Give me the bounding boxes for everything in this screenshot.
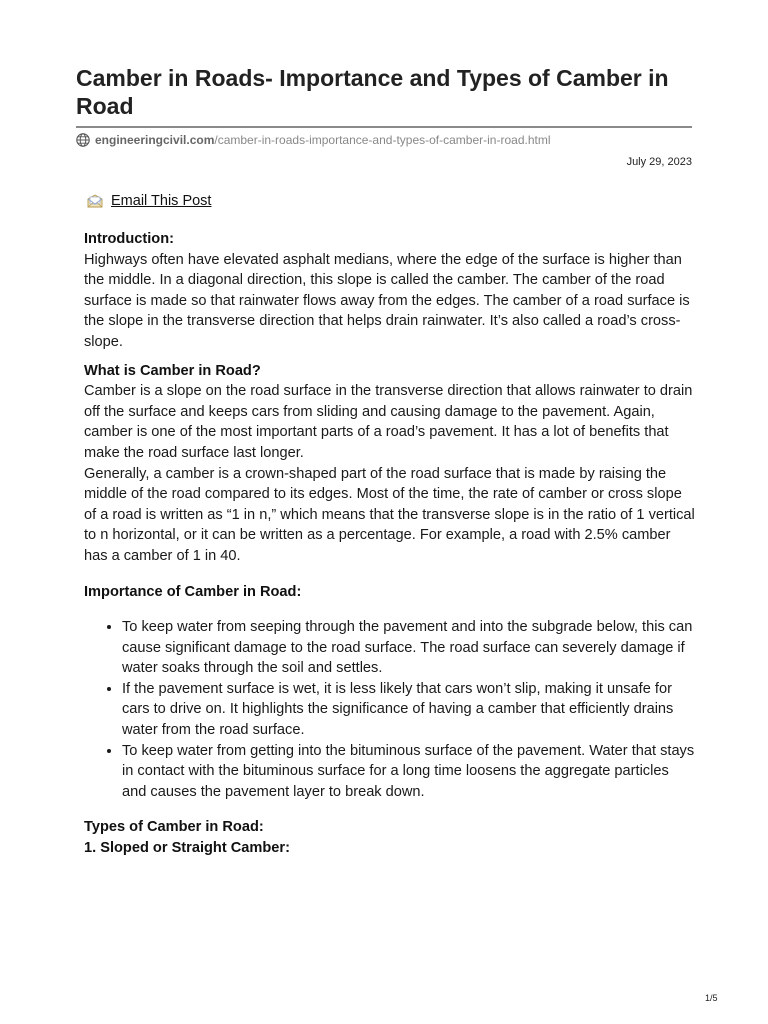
article-body	[84, 229, 696, 859]
paragraph-what-is-camber-1: Camber is a slope on the road surface in the transverse direction that allows rainwater to drain off the surface and keeps cars from sliding and causing damage to the pavement. Again, camber is one of the most important parts of a road’s pavement. It has a lot of benefits that make the road surface last longer.	[84, 383, 693, 461]
subsection-heading-sloped-camber: 1. Sloped or Straight Camber:	[84, 840, 290, 857]
section-heading-importance: Importance of Camber in Road:	[84, 583, 302, 600]
paragraph-introduction: Highways often have elevated asphalt medians, where the edge of the surface is higher than the middle. In a diagonal direction, this slope is called the camber. The camber of the road surface is made so that rainwater flows away from the edges. The camber of a road surface is the slope in the transverse direction that helps drain rainwater. It’s also called a road’s cross-slope.	[84, 251, 690, 350]
publish-date: July 29, 2023	[626, 156, 692, 168]
email-this-post-link[interactable]: Email This Post	[111, 193, 212, 209]
list-item: • If the pavement surface is wet, it is less likely that cars won’t slip, making it unsafe for cars to drive on. It highlights the significance of having a camber that efficiently drains water from the road surface.	[122, 679, 696, 741]
source-url[interactable]	[76, 132, 551, 148]
page-title: Camber in Roads- Importance and Types of Camber in Road	[76, 65, 669, 119]
section-heading-introduction: Introduction:	[84, 231, 174, 247]
source-domain[interactable]: engineeringcivil.com	[95, 133, 215, 147]
list-item: • To keep water from getting into the bituminous surface of the pavement. Water that stays in contact with the bituminous surface for a long time loosens the aggregate particles and causes the pavement layer to break down.	[122, 741, 696, 803]
page-number: 1/5	[705, 993, 718, 1003]
paragraph-what-is-camber-2: Generally, a camber is a crown-shaped part of the road surface that is made by raising the middle of the road compared to its edges. Most of the time, the rate of camber or cross slope of a road is written as “1 in n,” which means that the transverse slope is in the ratio of 1 vertical to n horizontal, or it can be written as a percentage. For example, a road with 2.5% camber has a camber of 1 in 40.	[84, 465, 695, 564]
source-path[interactable]: /camber-in-roads-importance-and-types-of-camber-in-road.html	[214, 133, 551, 147]
title-divider	[76, 126, 692, 128]
section-heading-what-is-camber: What is Camber in Road?	[84, 362, 261, 379]
list-item: • To keep water from seeping through the pavement and into the subgrade below, this can cause significant damage to the road surface. The road surface can severely damage if water soaks through the soil and settles.	[122, 617, 696, 679]
envelope-icon	[86, 193, 104, 209]
importance-list	[84, 617, 696, 802]
section-heading-types: Types of Camber in Road:	[84, 819, 264, 836]
email-post[interactable]	[86, 193, 211, 209]
globe-icon	[76, 133, 90, 147]
